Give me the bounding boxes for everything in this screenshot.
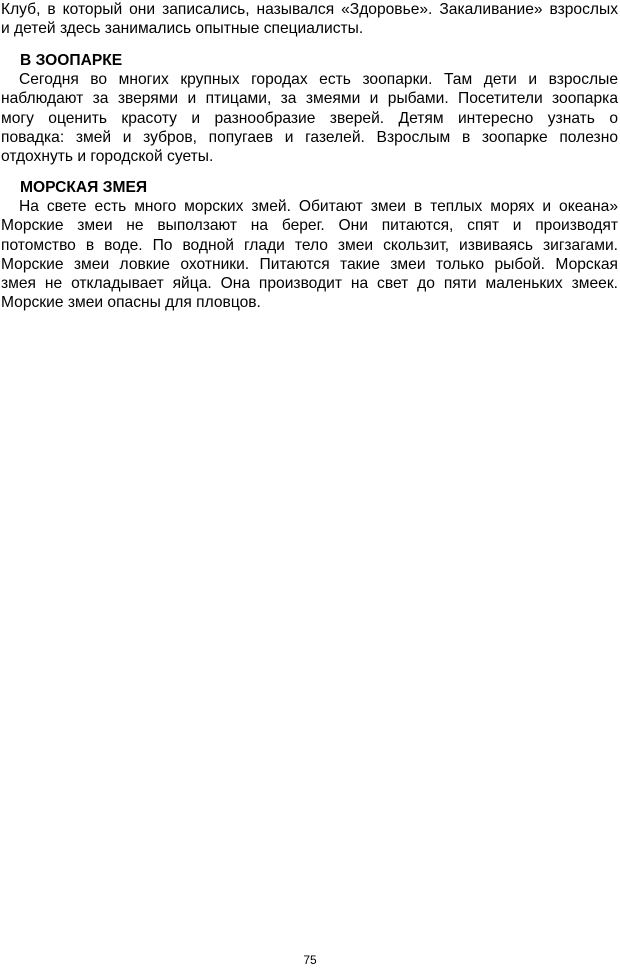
sea-snake-line: змея не откладывает яйца. Она производит на свет до пяти маленьких змеек. [1,275,618,293]
zoo-line: Сегодня во многих крупных городах есть зоопарки. Там дети и взрослые [19,71,618,88]
zoo-line: повадка: змей и зубров, попугаев и газелей. Взрослым в зоопарке полезно [1,128,618,146]
section-heading-sea-snake: МОРСКАЯ ЗМЕЯ [20,179,148,196]
sea-snake-line: Морские змеи не выползают на берег. Они питаются, спят и производят [1,217,618,235]
intro-paragraph [1,0,618,39]
sea-snake-line: На свете есть много морских змей. Обитают змеи в теплых морях и океана» [19,198,618,215]
zoo-line: наблюдают за зверями и птицами, за змеями и рыбами. Посетители зоопарка [1,90,618,108]
zoo-paragraph [1,70,618,166]
zoo-line: отдохнуть и городской суеты. [1,148,214,166]
zoo-line: могу оценить красоту и разнообразие зверей. Детям интересно узнать о [1,109,618,127]
sea-snake-line: потомство в воде. По водной глади тело змеи скользит, извиваясь зигзагами. [1,236,618,254]
page-number: 75 [303,953,317,967]
intro-line: Клуб, в который они записались, назывался «Здоровье». Закаливание» взрослых [1,1,618,18]
sea-snake-line: Морские змеи ловкие охотники. Питаются такие змеи только рыбой. Морская [1,255,618,273]
section-heading-zoo: В ЗООПАРКЕ [20,52,123,69]
sea-snake-line: Морские змеи опасны для пловцов. [1,294,261,312]
sea-snake-paragraph [1,197,618,313]
intro-line: и детей здесь занимались опытные специалисты. [1,20,364,38]
